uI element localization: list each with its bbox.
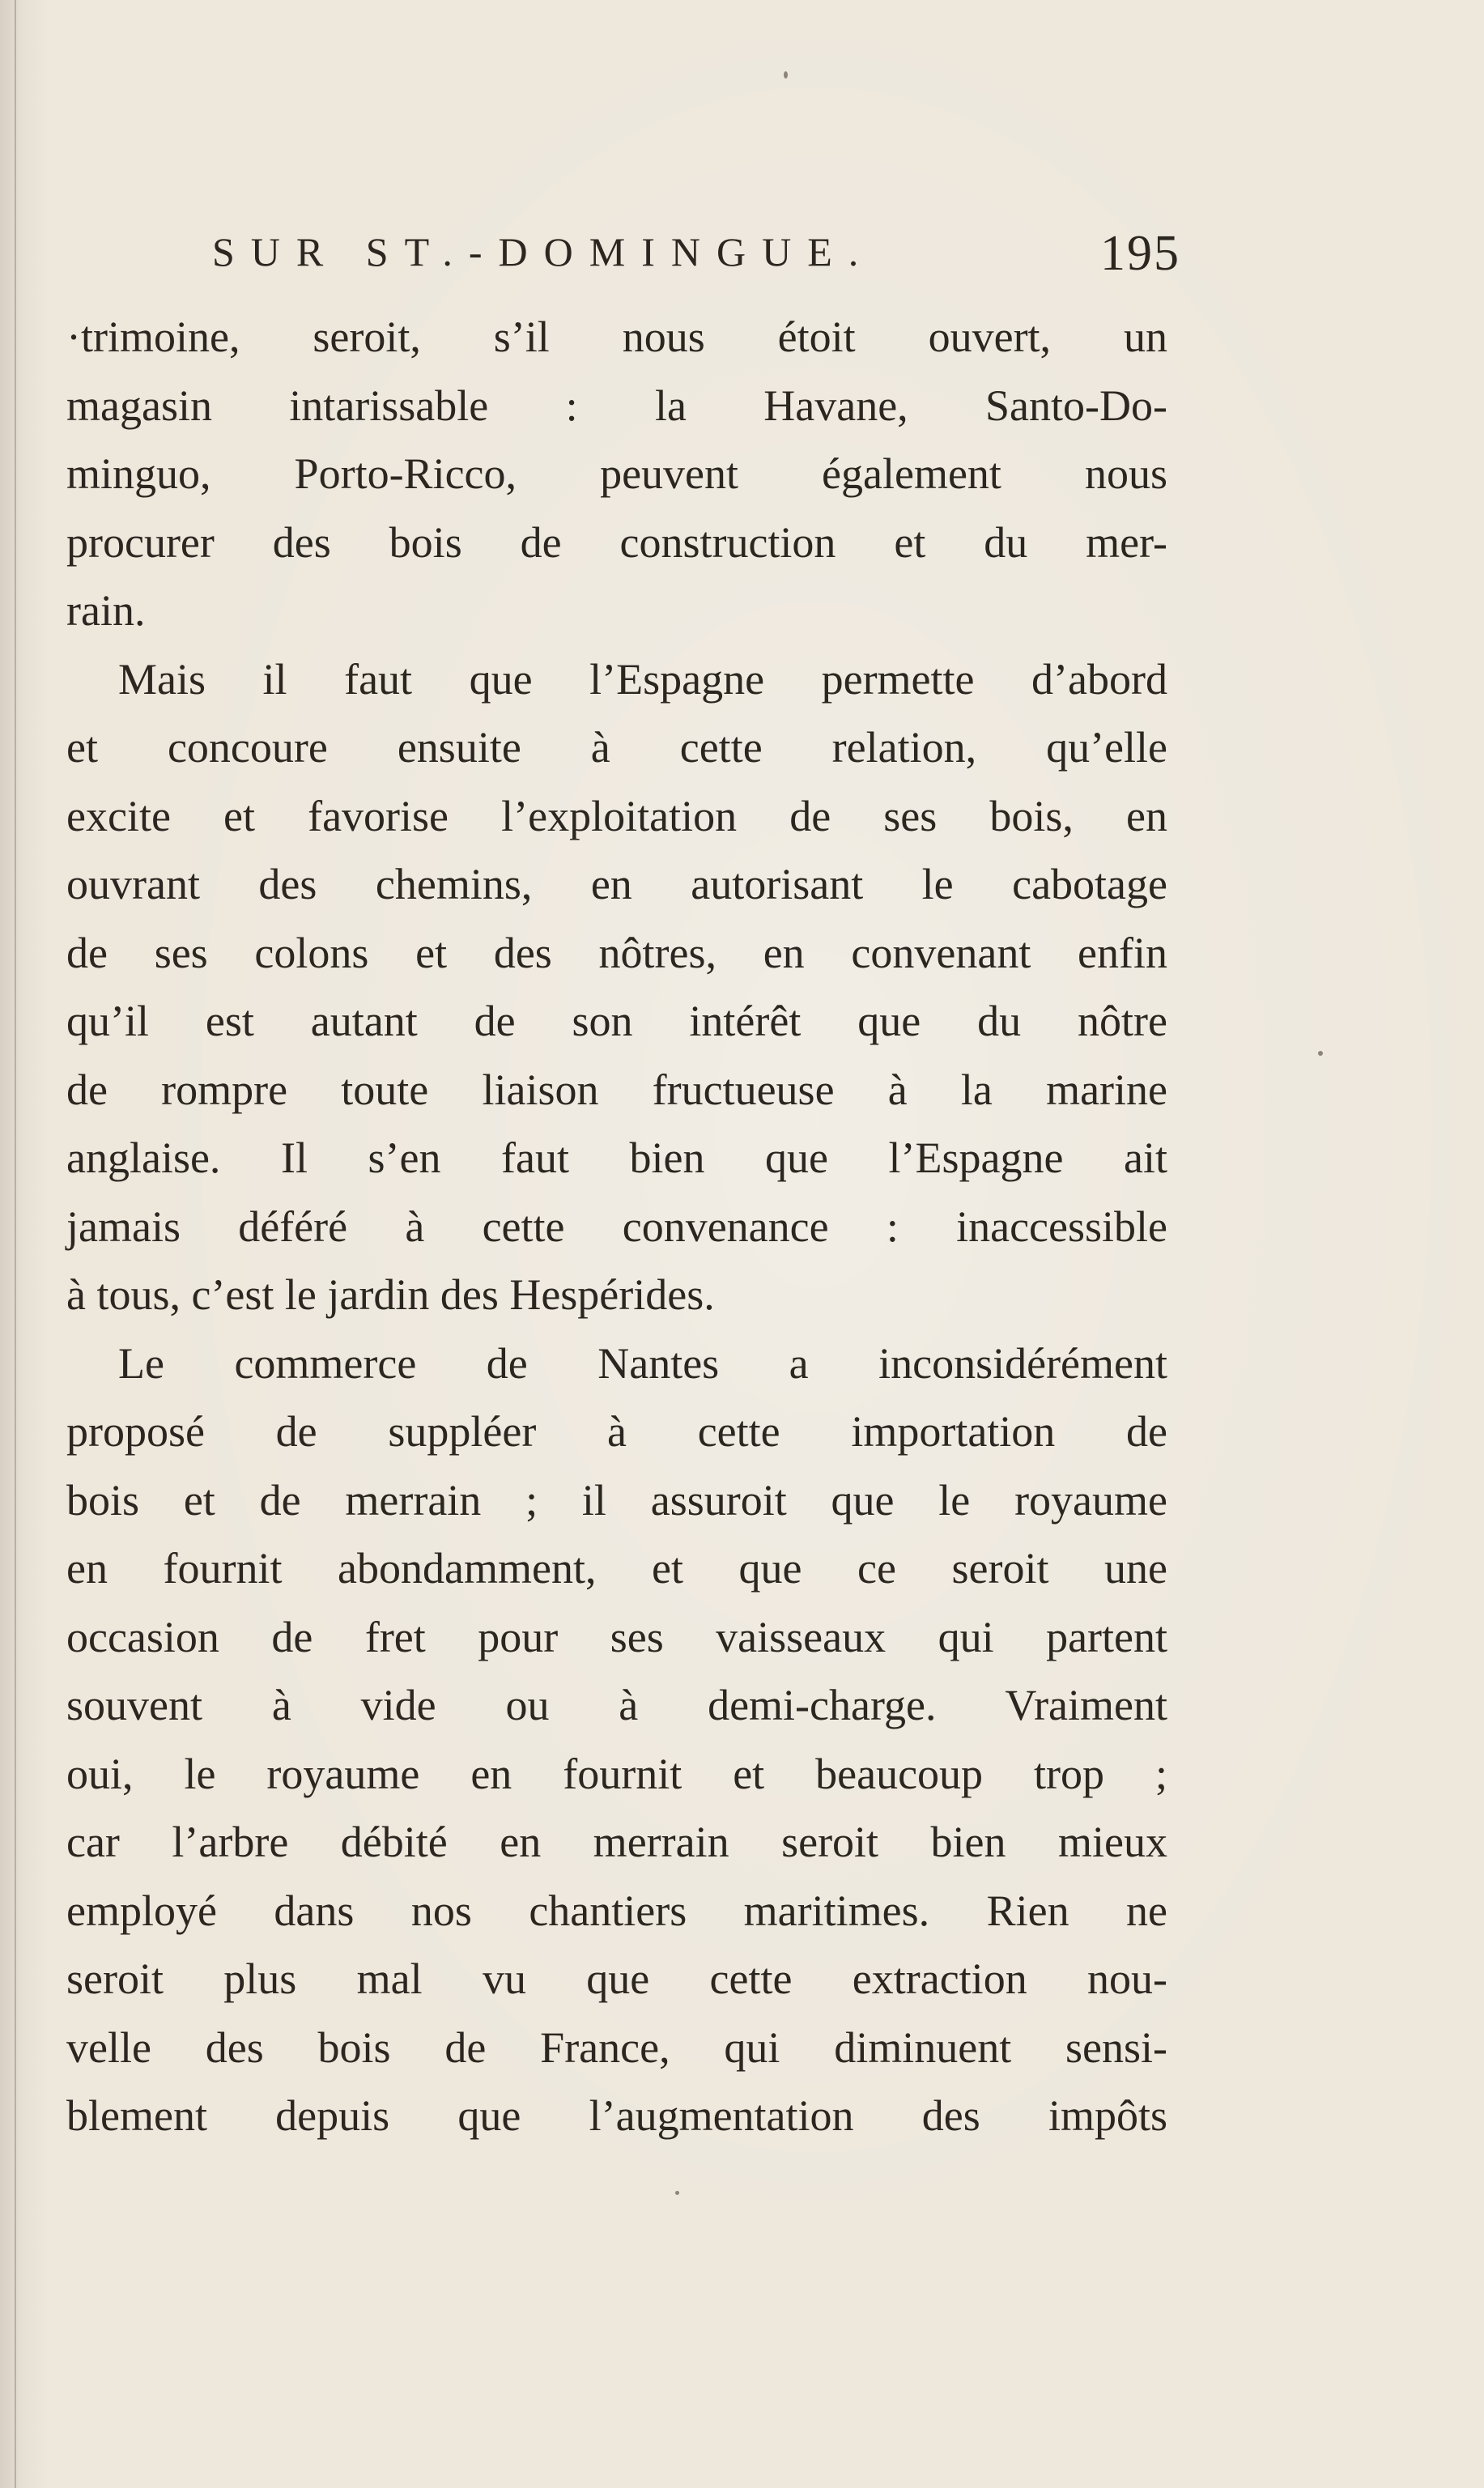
text-line: de ses colons et des nôtres, en convenant enfin (66, 928, 1167, 977)
running-head (212, 228, 1180, 285)
running-title: SUR ST.-DOMINGUE. (212, 229, 875, 274)
binding-gutter (15, 0, 16, 2488)
body-text (66, 303, 1167, 2150)
text-line: ouvrant des chemins, en autorisant le cabotage (66, 860, 1167, 908)
ink-speck (784, 71, 788, 79)
text-line: proposé de suppléer à cette importation de (66, 1407, 1167, 1456)
page-number: 195 (1100, 226, 1180, 281)
text-line: en fournit abondamment, et que ce seroit une (66, 1544, 1167, 1593)
text-line: seroit plus mal vu que cette extraction nou- (66, 1954, 1167, 2003)
text-line: souvent à vide ou à demi-charge. Vraiment (66, 1681, 1167, 1729)
ink-speck (675, 2191, 679, 2195)
text-line: procurer des bois de construction et du mer- (66, 517, 1167, 567)
text-line: jamais déféré à cette convenance : inaccessible (66, 1201, 1167, 1251)
text-line: qu’il est autant de son intérêt que du nôtre (66, 997, 1167, 1045)
text-line: ·trimoine, seroit, s’il nous étoit ouvert, un (66, 313, 1167, 361)
text-line: velle des bois de France, qui diminuent sensi- (66, 2022, 1167, 2072)
text-line: oui, le royaume en fournit et beaucoup trop ; (66, 1749, 1167, 1798)
text-line: anglaise. Il s’en faut bien que l’Espagne ait (66, 1133, 1167, 1182)
text-line: magasin intarissable : la Havane, Santo-Do- (66, 381, 1167, 430)
text-line: occasion de fret pour ses vaisseaux qui partent (66, 1612, 1167, 1661)
text-line: rain. (66, 586, 146, 635)
paragraph-start-line: Mais il faut que l’Espagne permette d’abord (118, 654, 1167, 704)
text-line: car l’arbre débité en merrain seroit bien mieux (66, 1818, 1167, 1866)
text-line: bois et de merrain ; il assuroit que le royaume (66, 1475, 1167, 1525)
text-line: employé dans nos chantiers maritimes. Rien ne (66, 1886, 1167, 1935)
text-line: et concoure ensuite à cette relation, qu’elle (66, 723, 1167, 772)
ink-speck (1318, 1051, 1323, 1056)
text-line: à tous, c’est le jardin des Hespérides. (66, 1270, 715, 1319)
text-line: minguo, Porto-Ricco, peuvent également nous (66, 449, 1167, 498)
text-line: de rompre toute liaison fructueuse à la marine (66, 1065, 1167, 1114)
paragraph-start-line: Le commerce de Nantes a inconsidérément (118, 1338, 1167, 1388)
text-line: blement depuis que l’augmentation des impôts (66, 2091, 1167, 2140)
text-line: excite et favorise l’exploitation de ses bois, en (66, 791, 1167, 840)
